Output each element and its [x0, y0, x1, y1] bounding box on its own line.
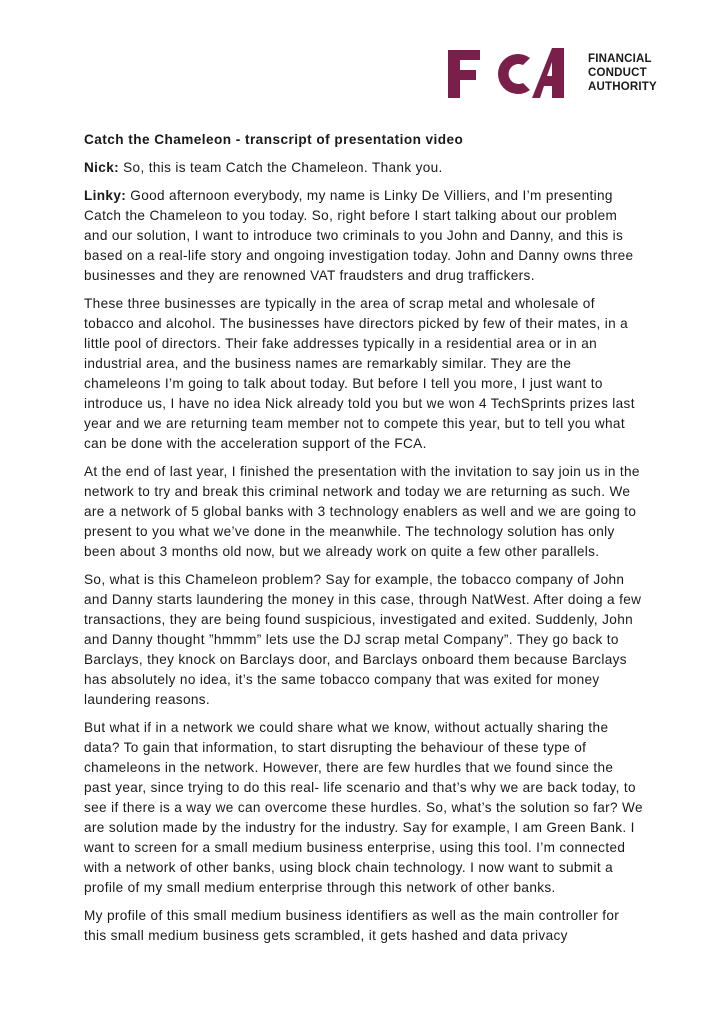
paragraph-text: But what if in a network we could share what we know, without actually sharing the data? To gain that information, to start disrupting the behaviour of these type of chameleons in the network. However, there are few hurdles that we found since the past year, since trying to do this real- life scenario and that’s why we are back today, to see if there is a way we can overcome these hurdles. So, what’s the solution so far? We are solution made by the industry for the industry. Say for example, I am Green Bank. I want to screen for a small medium business enterprise, using this tool. I’m connected with a network of other banks, using block chain technology. I now want to submit a profile of my small medium enterprise through this network of other banks.	[84, 720, 643, 895]
fca-logo	[446, 46, 657, 102]
paragraph	[84, 294, 644, 454]
paragraph-text: So, this is team Catch the Chameleon. Thank you.	[123, 160, 443, 175]
speaker-name: Linky:	[84, 188, 127, 203]
paragraph	[84, 158, 644, 178]
fca-logo-text	[588, 52, 657, 94]
document-title: Catch the Chameleon - transcript of presentation video	[84, 132, 464, 147]
paragraph-text: These three businesses are typically in the area of scrap metal and wholesale of tobacco and alcohol. The businesses have directors picked by few of their mates, in a little pool of directors. Their fake addresses typically in a residential area or in an industrial area, and the business names are remarkably similar. They are the chameleons I’m going to talk about today. But before I tell you more, I just want to introduce us, I have no idea Nick already told you but we won 4 TechSprints prizes last year and we are returning team member not to compete this year, but to tell you what can be done with the acceleration support of the FCA.	[84, 296, 635, 451]
logo-line-financial: FINANCIAL	[588, 53, 652, 65]
speaker-name: Nick:	[84, 160, 119, 175]
fca-logo-mark	[446, 46, 586, 102]
paragraph-text: So, what is this Chameleon problem? Say for example, the tobacco company of John and Danny starts laundering the money in this case, through NatWest. After doing a few transactions, they are being found suspicious, investigated and exited. Suddenly, John and Danny thought ”hmmm” lets use the DJ scrap metal Company”. They go back to Barclays, they knock on Barclays door, and Barclays onboard them because Barclays has absolutely no idea, it’s the same tobacco company that was exited for money laundering reasons.	[84, 572, 642, 707]
paragraph-text: At the end of last year, I finished the presentation with the invitation to say join us in the network to try and break this criminal network and today we are returning as such. We are a network of 5 global banks with 3 technology enablers as well and we are going to present to you what we’ve done in the meanwhile. The technology solution has only been about 3 months old now, but we already work on quite a few other parallels.	[84, 464, 640, 559]
paragraph	[84, 462, 644, 562]
transcript-body	[84, 130, 644, 954]
paragraph	[84, 186, 644, 286]
paragraph-text: My profile of this small medium business identifiers as well as the main controller for this small medium business gets scrambled, it gets hashed and data privacy	[84, 908, 620, 943]
paragraph-text: Good afternoon everybody, my name is Linky De Villiers, and I’m presenting Catch the Chameleon to you today. So, right before I start talking about our problem and our solution, I want to introduce two criminals to you John and Danny, and this is based on a real-life story and ongoing investigation today. John and Danny owns three businesses and they are renowned VAT fraudsters and drug traffickers.	[84, 188, 634, 283]
paragraph	[84, 570, 644, 710]
paragraph	[84, 718, 644, 898]
paragraph	[84, 906, 644, 946]
logo-line-authority: AUTHORITY	[588, 81, 657, 93]
logo-line-conduct: CONDUCT	[588, 67, 647, 79]
